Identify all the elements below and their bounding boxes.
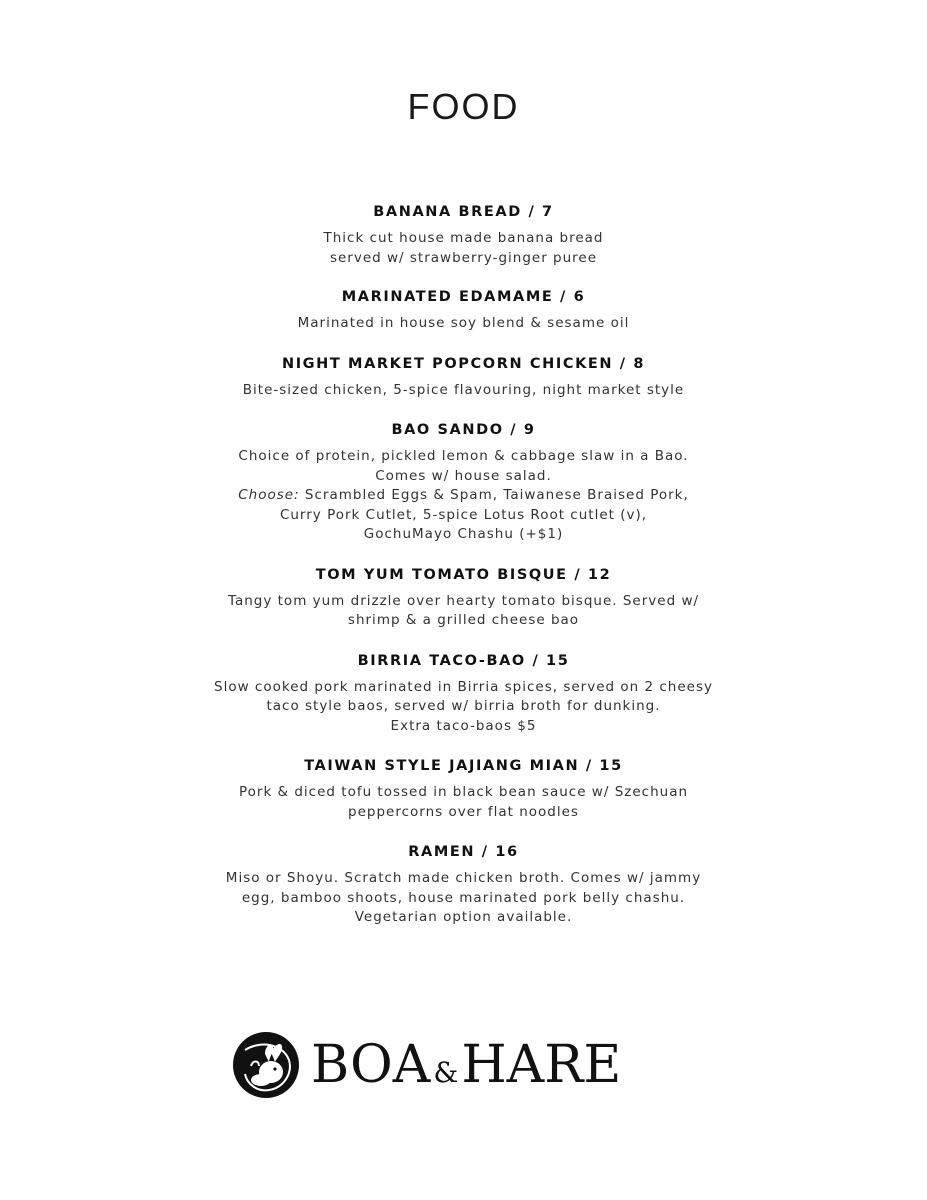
description-line: Bite-sized chicken, 5-spice flavouring, night market style [242, 381, 685, 398]
item-name: NIGHT MARKET POPCORN CHICKEN / 8 [281, 355, 646, 372]
item-name: MARINATED EDAMAME / 6 [341, 289, 586, 305]
brand-name-part1: BOA [311, 1035, 431, 1095]
item-description [0, 869, 927, 928]
item-name: TOM YUM TOMATO BISQUE / 12 [315, 566, 612, 583]
hare-logo-icon [231, 1030, 301, 1100]
description-line: served w/ strawberry-ginger puree [329, 249, 598, 266]
description-line: Marinated in house soy blend & sesame oil [297, 315, 630, 331]
description-line: GochuMayo Chashu (+$1) [363, 526, 564, 542]
brand-name-part2: HARE [461, 1035, 622, 1095]
choose-options: Scrambled Eggs & Spam, Taiwanese Braised Pork, [304, 487, 689, 503]
menu-item-popcorn-chicken [0, 354, 927, 401]
description-line: peppercorns over flat noodles [348, 803, 579, 820]
brand-logo [231, 1028, 621, 1102]
description-line: egg, bamboo shoots, house marinated pork belly chashu. [241, 889, 686, 906]
item-name: BAO SANDO / 9 [391, 422, 536, 438]
description-line: Choice of protein, pickled lemon & cabbage slaw in a Bao. [238, 448, 689, 464]
description-line: Vegetarian option available. [354, 909, 573, 925]
description-line: Thick cut house made banana bread [323, 230, 604, 246]
menu-item-birria-taco-bao [0, 651, 927, 737]
menu-item-ramen [0, 842, 927, 928]
description-line: Tangy tom yum drizzle over hearty tomato bisque. Served w/ [227, 592, 700, 609]
description-line: Curry Pork Cutlet, 5-spice Lotus Root cutlet (v), [279, 506, 648, 523]
menu-item-tom-yum-bisque [0, 565, 927, 631]
description-line [0, 486, 927, 506]
item-name: TAIWAN STYLE JAJIANG MIAN / 15 [304, 758, 623, 774]
description-line: shrimp & a grilled cheese bao [347, 612, 580, 628]
menu-title: FOOD [407, 86, 520, 127]
menu-item-bao-sando [0, 420, 927, 545]
menu-item-banana-bread [0, 202, 927, 268]
item-description [0, 783, 927, 822]
choose-label: Choose: [238, 487, 300, 503]
item-description [0, 447, 927, 545]
item-description [0, 678, 927, 737]
menu-item-jajiang-mian [0, 756, 927, 822]
item-name: BANANA BREAD / 7 [373, 204, 554, 220]
item-name: BIRRIA TACO-BAO / 15 [357, 652, 570, 669]
item-description [0, 229, 927, 268]
item-description [0, 314, 927, 334]
item-name: RAMEN / 16 [408, 844, 519, 860]
menu-item-marinated-edamame [0, 287, 927, 334]
menu-list [0, 202, 927, 928]
item-description [0, 381, 927, 401]
brand-wordmark [311, 1035, 622, 1095]
item-description [0, 592, 927, 631]
description-line: Extra taco-baos $5 [390, 717, 537, 734]
description-line: Slow cooked pork marinated in Birria spices, served on 2 cheesy [214, 678, 713, 695]
description-line: Miso or Shoyu. Scratch made chicken broth. Comes w/ jammy [225, 870, 702, 886]
description-line: Pork & diced tofu tossed in black bean sauce w/ Szechuan [238, 784, 689, 800]
description-line: Comes w/ house salad. [375, 467, 552, 484]
brand-ampersand: & [433, 1056, 459, 1089]
description-line: taco style baos, served w/ birria broth for dunking. [266, 698, 661, 714]
